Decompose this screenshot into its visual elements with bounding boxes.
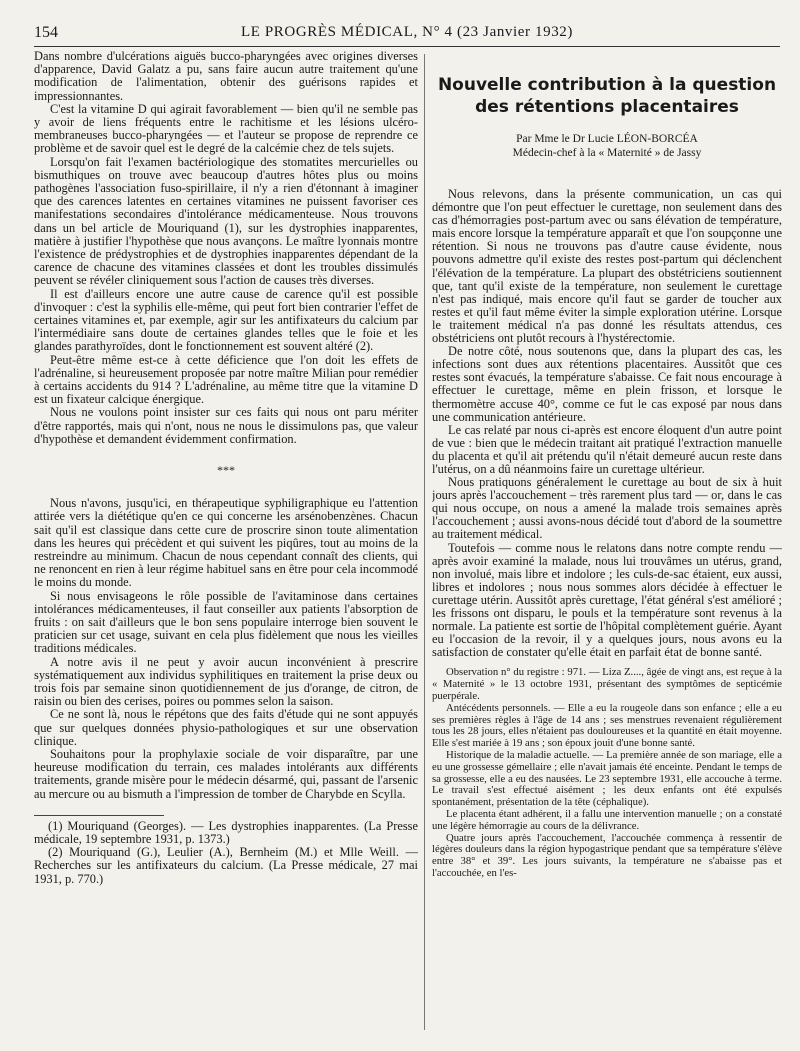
footnote-separator: [34, 815, 164, 816]
running-title: LE PROGRÈS MÉDICAL, N° 4 (23 Janvier 1932): [240, 24, 573, 40]
footnote: (2) Mouriquand (G.), Leulier (A.), Bernheim (M.) et Mlle Weill. — Recherches sur les antifixateurs du calcium. (La Presse médicale, 27 mai 1931, p. 770.): [34, 845, 418, 886]
paragraph: Souhaitons pour la prophylaxie sociale de voir disparaître, par une heureuse modification du terrain, ces malades intolérants aux différents traitements, grande misère pour le médecin désarmé, qui, passant de l'arsenic au mercure ou au bismuth a l'impression de tomber de Charybde en Scylla.: [34, 746, 418, 801]
placenta-paragraph: Le placenta étant adhérent, il a fallu une intervention manuelle ; on a constaté une légère hémorragie au cours de la délivrance.: [432, 807, 782, 832]
paragraph: Lorsqu'on fait l'examen bactériologique des stomatites mercurielles ou bismuthiques on trouve avec beaucoup d'autres hôtes plus ou moins pathogènes l'association fuso-spirillaire, il n'y a rien d'étonnant à imaginer que des carences latentes en certaines vitamines ne puissent favoriser ces manifestations secondaires d'intolérance médicamenteuse. Nous trouvons dans un bel article de Mouriquand (1), sur les dystrophies inapparentes, matière à justifier l'hypothèse que nous avançons. Le maître lyonnais montre l'existence de prédystrophies et de dystrophies inapparentes dépendant de la carence de chacune des vitamines classées et dont les troubles dissimulés peuvent se révéler cliniquement sous l'action de causes très diverses.: [34, 154, 418, 288]
article-title-line: des rétentions placentaires: [475, 97, 739, 117]
paragraph: Toutefois — comme nous le relatons dans notre compte rendu — après avoir examiné la malade, nous lui trouvâmes un utérus, grand, non involué, mais libre et indolore ; les culs-de-sac étaient, eux aussi, libres et indolores ; nous nous sommes alors décidée à effectuer le curettage utérin. Aussitôt après curettage, l'état général s'est amélioré ; les frissons ont disparu, le pouls et la température sont revenus à la normale. La patiente est sortie de l'hôpital complètement guérie. Ayant eu l'occasion de la revoir, il y a quelques jours, nous avons eu la satisfaction de constater qu'elle était en parfait état de bonne santé.: [432, 540, 782, 660]
paragraph: Ce ne sont là, nous le répétons que des faits d'étude qui ne sont appuyés que sur quelques données physio-pathologiques et sur une observation clinique.: [34, 707, 418, 748]
paragraph: A notre avis il ne peut y avoir aucun inconvénient à prescrire systématiquement aux individus syphilitiques en traitement la prise deux ou trois fois par semaine sinon quotidiennement de jus d'orange, de citron, de raisin ou bien des cerises, poires ou pommes selon la saison.: [34, 654, 418, 709]
paragraph: Nous relevons, dans la présente communication, un cas qui démontre que l'on peut effectuer le curettage, non seulement dans des cas d'hémorragies post-partum avec ou sans élévation de température, mais encore lorsque la température apparaît et que l'on soupçonne une rétention. Si nous ne trouvons pas d'autre cause évidente, nous pouvons admettre qu'il existe des restes post-partum qui déclenchent l'élévation de la température. La plupart des obstétriciens soutiennent que, tant qu'il existe de la température, non seulement le curettage n'est pas indiqué, mais encore qu'il faut se garder de toucher aux restes et qu'il faut même éviter la simple exploration utérine. Lorsque le traitement médical n'a pas donné les résultats attendus, ces obstétriciens ont plutôt recours à l'hystérectomie.: [432, 187, 782, 346]
author-affiliation: Médecin-chef à la « Maternité » de Jassy: [512, 147, 702, 159]
article-author: Par Mme le Dr Lucie LÉON-BORCÉA: [516, 133, 698, 145]
section-separator: ***: [217, 463, 235, 478]
paragraph: Si nous envisageons le rôle possible de l'avitaminose dans certaines intolérances médicamenteuses, il faut conseiller aux patients l'absorption de fruits : on sait d'ailleurs que le bon sens populaire interroge bien souvent le praticien sur cet usage, suivant en cela plus fidèlement que nous les vieilles traditions médicales.: [34, 588, 418, 656]
paragraph: Il est d'ailleurs encore une autre cause de carence qu'il est possible d'invoquer : c'est la syphilis elle-même, qui peut fort bien contrarier l'effet de certaines vitamines et, par exemple, agir sur les antifixateurs du calcium par l'intermédiaire sans doute de certaines glandes telles que le foie et les glandes parathyroïdes, dont le fonctionnement est souvent altéré (2).: [34, 286, 418, 354]
article-title: [432, 74, 782, 118]
paragraph: Nous n'avons, jusqu'ici, en thérapeutique syphiligraphique eu l'attention attirée vers la diététique qu'en ce qui concerne les arsénobenzènes. Chacun sait qu'il est classique dans cette cure de proscrire sinon toute alimentation dans les heures qui précèdent et qui suivent les piqûres, tout au moins de la restreindre au minimum. Chacun de nous cependant connaît des clients, qui ne renoncent en rien à leur régime habituel sans en être pour cela incommodé le moins du monde.: [34, 496, 418, 590]
paragraph: Nous ne voulons point insister sur ces faits qui nous ont paru mériter d'être rapportés, mais qui n'ont, nous ne nous le dissimulons pas, que valeur d'hypothèse et demandent évidemment confirmation.: [34, 405, 418, 446]
paragraph: De notre côté, nous soutenons que, dans la plupart des cas, les infections sont dues aux rétentions placentaires. Aussitôt que ces restes sont évacués, la température s'abaisse. Ce fait nous encourage à effectuer le curettage, même en plein frisson, et lorsque le thermomètre accuse 40°, comme ce fut le cas exposé par nous dans une communication antérieure.: [432, 344, 782, 424]
column-divider: [424, 54, 425, 1030]
antecedents-paragraph: Antécédents personnels. — Elle a eu la rougeole dans son enfance ; elle a eu ses premières règles à l'âge de 14 ans ; ses menstrues revenaient régulièrement tous les 28 jours, elles n'étaient pas douloureuses et la quantité en était moyenne. Elle s'est mariée à 19 ans ; son époux jouit d'une bonne santé.: [432, 701, 782, 750]
paragraph: Le cas relaté par nous ci-après est encore éloquent d'un autre point de vue : bien que le médecin traitant ait pratiqué l'extraction manuelle du placenta et qu'il ait prétendu qu'il n'était demeuré aucun reste dans l'utérus, on a dû néanmoins faire un curettage ultérieur.: [432, 422, 782, 476]
paragraph: C'est la vitamine D qui agirait favorablement — bien qu'il ne semble pas y avoir de liens fréquents entre le rachitisme et les lésions ulcéro-membraneuses bucco-pharyngées — et l'auteur se propose de reprendre ce problème et de savoir quel est le degré de la calcémie chez de tels sujets.: [34, 101, 418, 156]
paragraph: Nous pratiquons généralement le curettage au bout de six à huit jours après l'accouchement – très rarement plus tard — or, dans le cas qui nous occupe, on nous a amené la malade trois semaines après l'accouchement ; aussi avons-nous décidé tout d'abord de la soumettre au traitement médical.: [432, 475, 782, 542]
followup-paragraph: Quatre jours après l'accouchement, l'accouchée commença à ressentir de légères douleurs dans la région hypogastrique pendant que sa température s'élève entre 38° et 39°. Les jours suivants, la température ne s'abaisse pas et l'accouchée, en l'es-: [432, 831, 782, 879]
paragraph: Dans nombre d'ulcérations aiguës bucco-pharyngées avec origines diverses d'apparence, David Galatz a pu, sans faire aucun autre traitement qu'une modification de l'alimentation, obtenir des guérisons rapides et impressionnantes.: [34, 50, 418, 103]
observation-paragraph: Observation n° du registre : 971. — Liza Z...., âgée de vingt ans, est reçue à la « Maternité » le 13 octobre 1931, présentant des symptômes de septicémie puerpérale.: [432, 666, 782, 702]
footnote: (1) Mouriquand (Georges). — Les dystrophies inapparentes. (La Presse médicale, 19 septembre 1931, p. 1373.): [34, 818, 418, 846]
history-paragraph: Historique de la maladie actuelle. — La première année de son mariage, elle a eu une grossesse gémellaire ; elle n'avait jamais été enceinte. Pendant le temps de sa grossesse, elle a eu des nausées. Le 23 septembre 1931, elle accouche à terme. Le travail s'est effectué aisément ; les deux enfants ont été expulsés spontanément, présentation de la tête (céphalique).: [432, 748, 782, 809]
left-column: [34, 50, 418, 1037]
running-header: [34, 22, 780, 47]
page-number: 154: [34, 24, 58, 41]
paragraph: Peut-être même est-ce à cette déficience que l'on doit les effets de l'adrénaline, si heureusement proposée par notre maître Milian pour remédier à certains accidents du 914 ? L'adrénaline, au même titre que la vitamine D est un fixateur calcique énergique.: [34, 352, 418, 407]
right-column: [432, 50, 782, 1037]
article-title-line: Nouvelle contribution à la question: [437, 75, 777, 95]
